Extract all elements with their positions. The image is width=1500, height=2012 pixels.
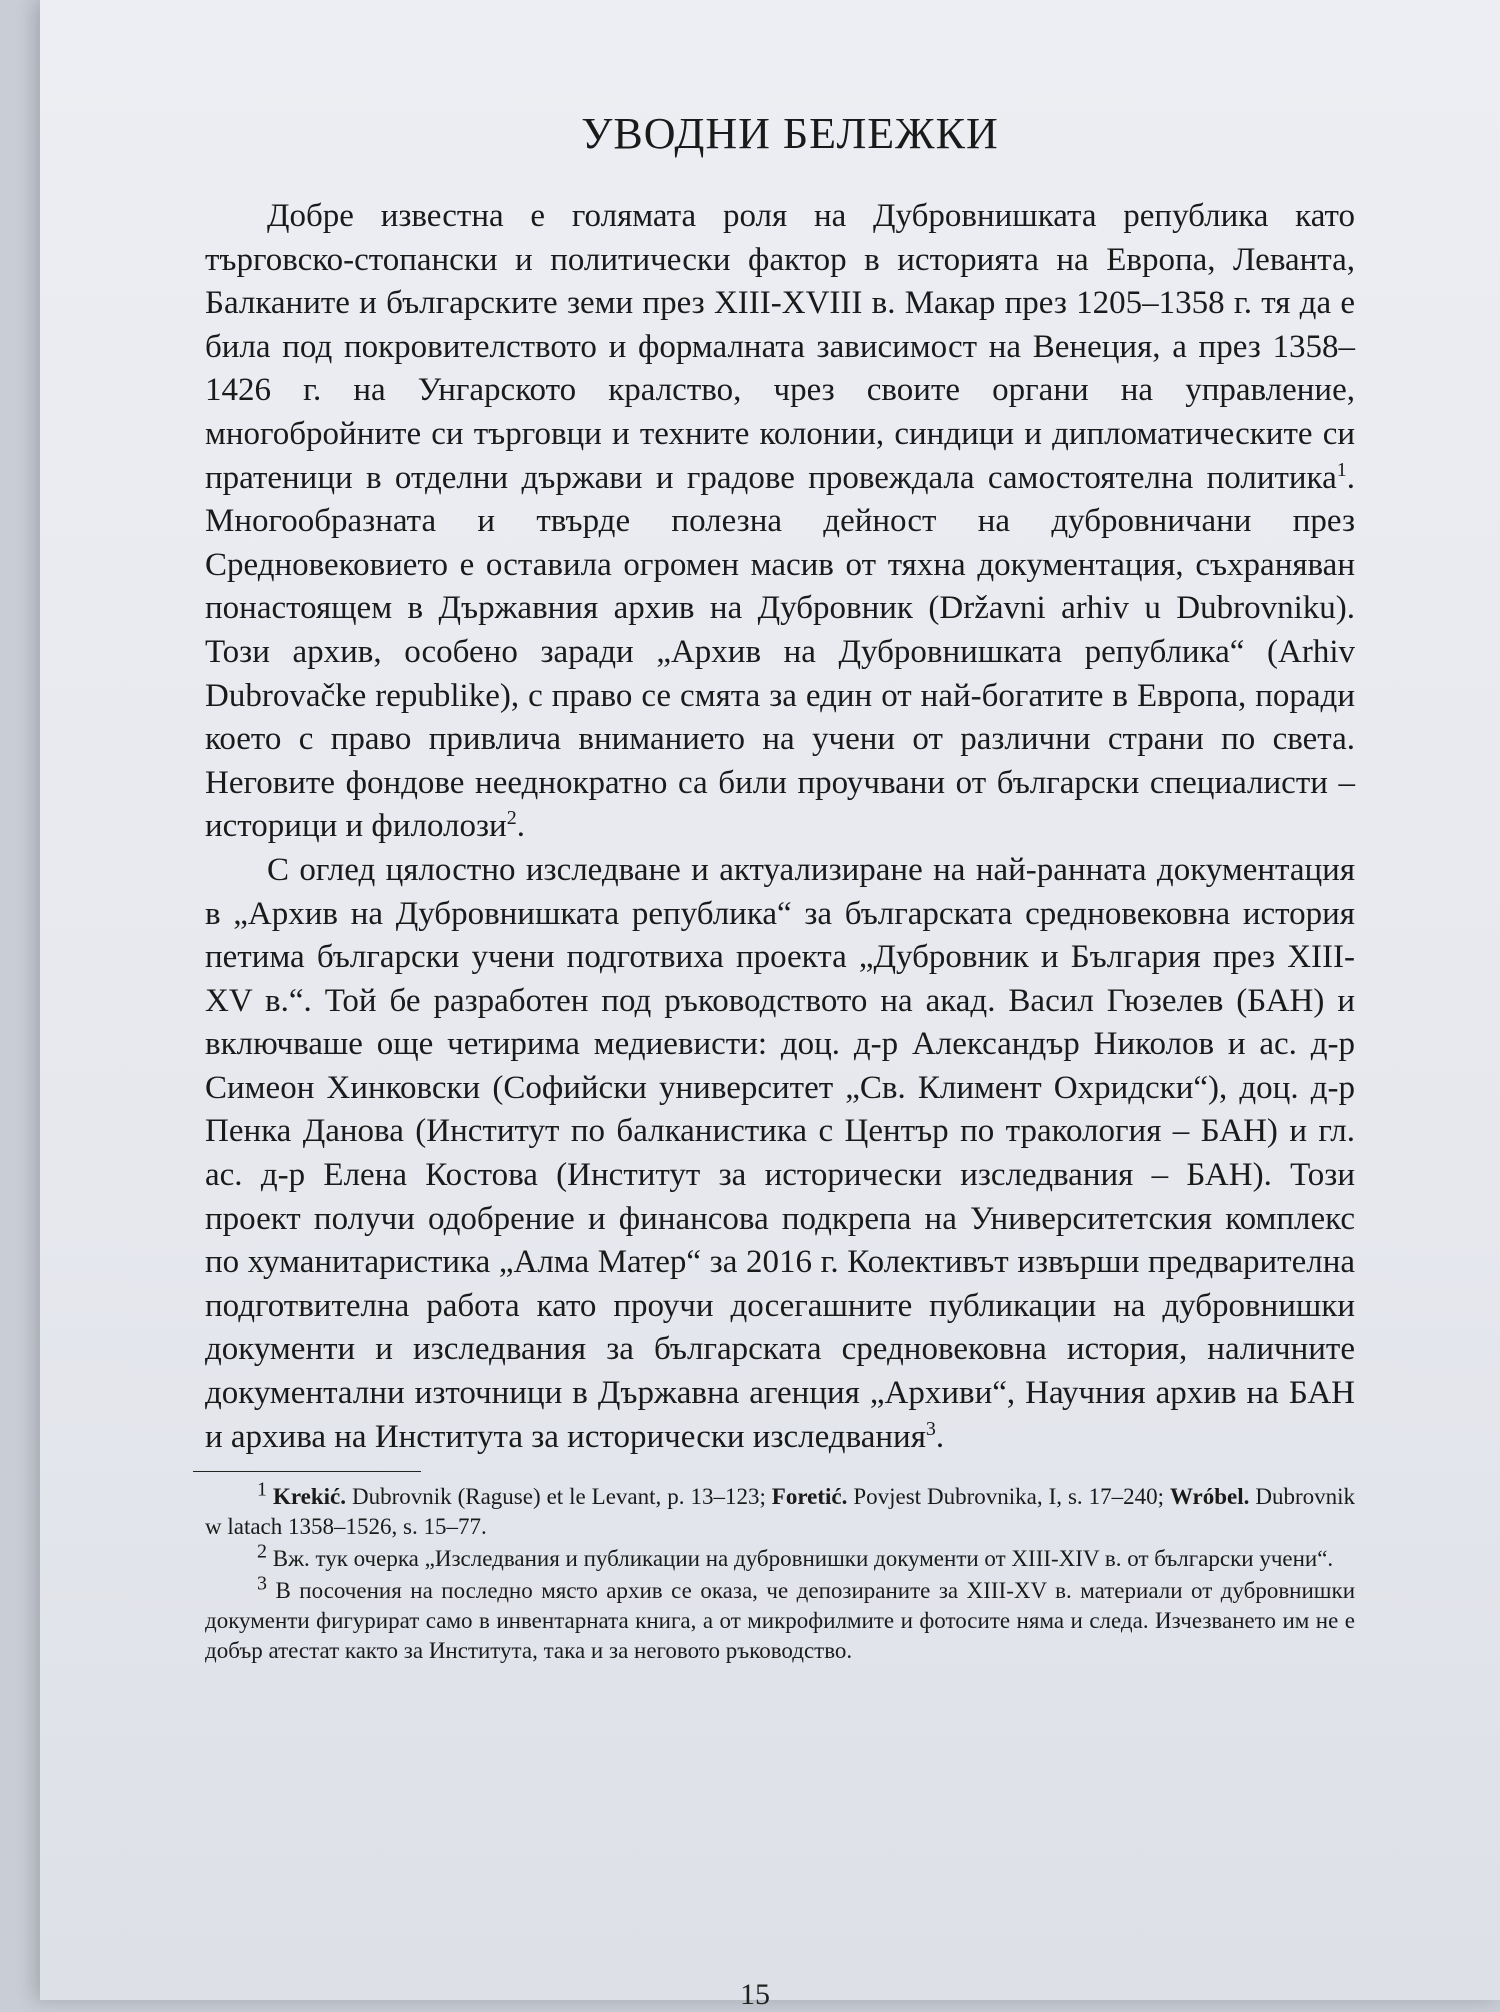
body-text [205,195,1355,1459]
page-number: 15 [740,1978,770,2011]
footnote-ref-1[interactable]: 1 [1336,458,1347,481]
footnote-2: $^2$ Вж. тук очерка „Изследвания и публикации на дубровнишки документи от XIII-XIV в. от български учени“. [257,1540,1334,1572]
footnote-1: $^1$ Krekić. Dubrovnik (Raguse) et le Levant, p. 13–123; Foretić. Povjest Dubrovnika, I, s. 17–240; Wróbel. Dubrovnik w latach 1358–1526, s. 15–77. [205,1478,1356,1540]
page-content [205,0,1355,1668]
paragraph-1: Добре известна е голямата роля на Дубровнишката република като търговско-стопански и политически фактор в историята на Европа, Леванта, Балканите и българските земи през XIII-XVIII в. Макар през 1205–1358 г. тя да е била под покровителството и формалната зависимост на Венеция, а през 1358–1426 г. на Унгарското кралство, чрез своите органи на управление, многобройните си търговци и техните колонии, синдици и дипломатическите си пратеници в отделни държави и градове провеждала самостоятелна политика$^1$. Многообразната и твърде полезна дейност на дубровничани през Средновековието е оставила огромен масив от тяхна документация, съхраняван понастоящем в Държавния архив на Дубровник (Državni arhiv u Dubrovniku). Този архив, особено заради „Архив на Дубровнишката република“ (Arhiv Dubrovačke republike), с право се смята за един от най-богатите в Европа, поради което с право привлича вниманието на учени от различни страни по света. Неговите фондове нееднократно са били проучвани от български специалисти – историци и филолози$^2$. [205,198,1355,845]
footnote-ref-2[interactable]: 2 [506,807,517,830]
footnote-ref-3[interactable]: 3 [925,1417,936,1440]
footnote-separator [193,1471,421,1472]
paragraph-2: С оглед цялостно изследване и актуализиране на най-ранната документация в „Архив на Дубровнишката република“ за българската средновековна история петима български учени подготвиха проекта „Дубровник и България през XIII-XV в.“. Той бе разработен под ръководството на акад. Васил Гюзелев (БАН) и включваше още четирима медиевисти: доц. д-р Александър Николов и ас. д-р Симеон Хинковски (Софийски университет „Св. Климент Охридски“), доц. д-р Пенка Данова (Институт по балканистика с Център по тракология – БАН) и гл. ас. д-р Елена Костова (Институт за исторически изследвания – БАН). Този проект получи одобрение и финансова подкрепа на Университетския комплекс по хуманитаристика „Алма Матер“ за 2016 г. Колективът извърши предварителна подготвителна работа като проучи досегашните публикации на дубровнишки документи и изследвания за българската средновековна история, наличните документални източници в Държавна агенция „Архиви“, Научния архив на БАН и архива на Института за исторически изследвания$^3$. [205,851,1355,1455]
footnote-3: $^3$ В посочения на последно място архив се оказа, че депозираните за XIII-XV в. материали от дубровнишки документи фигурират само в инвентарната книга, а от микрофилмите и фотосите няма и следа. Изчезването им не е добър атестат както за Института, така и за неговото ръководство. [205,1572,1355,1664]
footnotes [205,1478,1356,1666]
page-title: УВОДНИ БЕЛЕЖКИ [581,109,999,158]
